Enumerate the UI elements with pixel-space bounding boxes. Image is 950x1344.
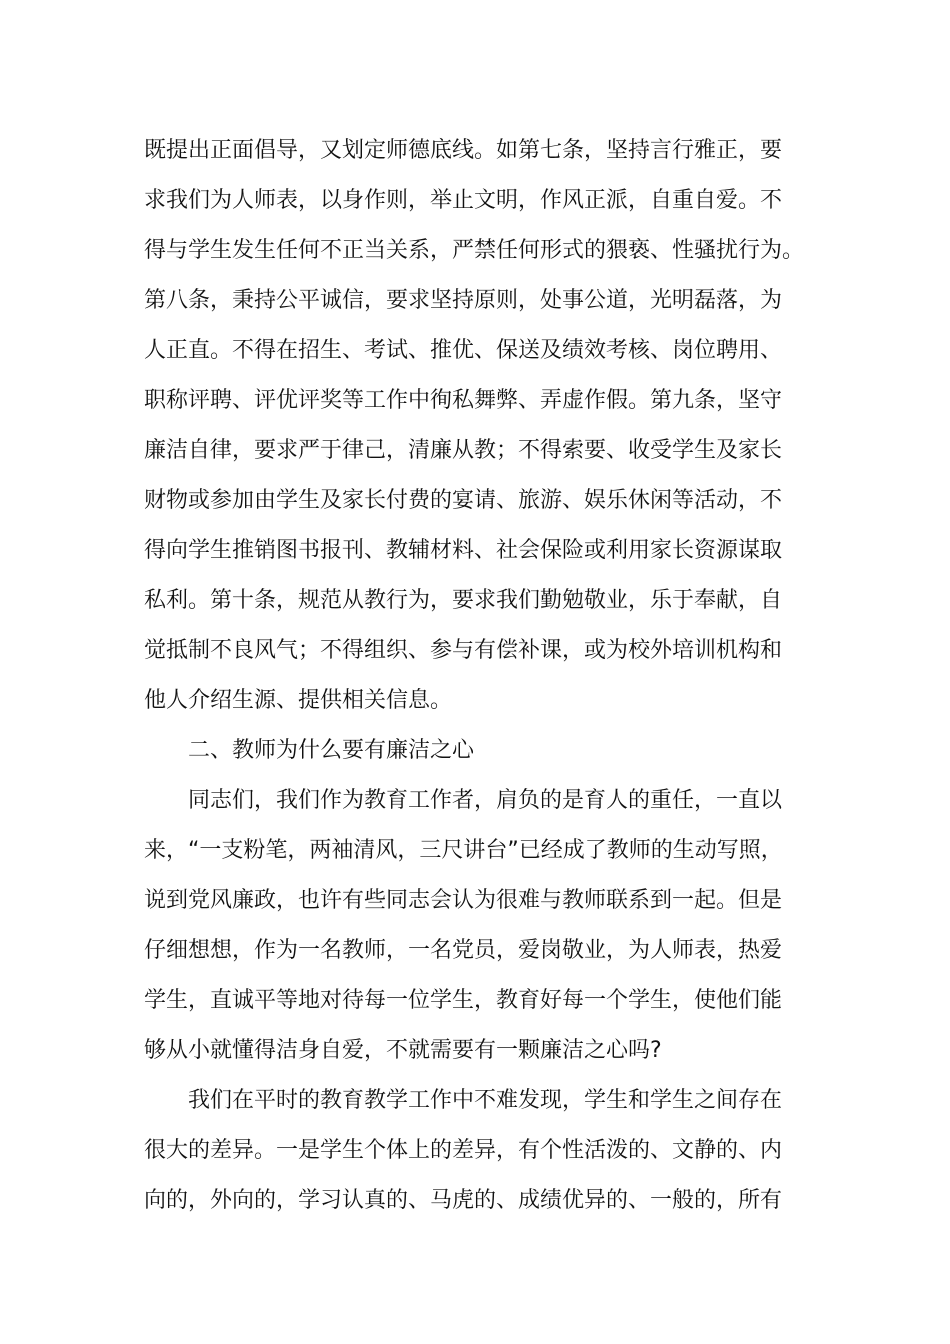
text-line: 同志们，我们作为教育工作者，肩负的是育人的重任，一直以 (188, 788, 783, 813)
section-heading: 二、教师为什么要有廉洁之心 (188, 738, 475, 763)
text-line: 很大的差异。一是学生个体上的差异，有个性活泼的、文静的、内 (144, 1138, 783, 1163)
text-line: 他人介绍生源、提供相关信息。 (144, 688, 453, 713)
text-line: 既提出正面倡导，又划定师德底线。如第七条，坚持言行雅正，要 (144, 138, 783, 163)
text-line: 来，“一支粉笔，两袖清风，三尺讲台”已经成了教师的生动写照， (144, 838, 783, 863)
text-line: 求我们为人师表，以身作则，举止文明，作风正派，自重自爱。不 (144, 188, 783, 213)
text-line: 财物或参加由学生及家长付费的宴请、旅游、娱乐休闲等活动，不 (144, 488, 783, 513)
text-line: 够从小就懂得洁身自爱，不就需要有一颗廉洁之心吗? (144, 1038, 662, 1063)
text-line: 仔细想想，作为一名教师，一名党员，爱岗敬业，为人师表，热爱 (144, 938, 783, 963)
text-line: 第八条，秉持公平诚信，要求坚持原则，处事公道，光明磊落，为 (144, 288, 783, 313)
text-line: 说到党风廉政，也许有些同志会认为很难与教师联系到一起。但是 (144, 888, 783, 913)
text-line: 私利。第十条，规范从教行为，要求我们勤勉敬业，乐于奉献，自 (144, 588, 783, 613)
text-line: 廉洁自律，要求严于律己，清廉从教；不得索要、收受学生及家长 (144, 438, 783, 463)
text-line: 学生，直诚平等地对待每一位学生，教育好每一个学生，使他们能 (144, 988, 783, 1013)
text-line: 职称评聘、评优评奖等工作中徇私舞弊、弄虚作假。第九条，坚守 (144, 388, 783, 413)
text-line: 向的，外向的，学习认真的、马虎的、成绩优异的、一般的，所有 (144, 1188, 783, 1213)
text-line: 我们在平时的教育教学工作中不难发现，学生和学生之间存在 (188, 1088, 783, 1113)
text-line: 得与学生发生任何不正当关系，严禁任何形式的猥亵、性骚扰行为。 (144, 238, 805, 263)
text-line: 觉抵制不良风气；不得组织、参与有偿补课，或为校外培训机构和 (144, 638, 783, 663)
text-line: 得向学生推销图书报刊、教辅材料、社会保险或利用家长资源谋取 (144, 538, 783, 563)
text-line: 人正直。不得在招生、考试、推优、保送及绩效考核、岗位聘用、 (144, 338, 783, 363)
document-page (144, 126, 824, 1226)
